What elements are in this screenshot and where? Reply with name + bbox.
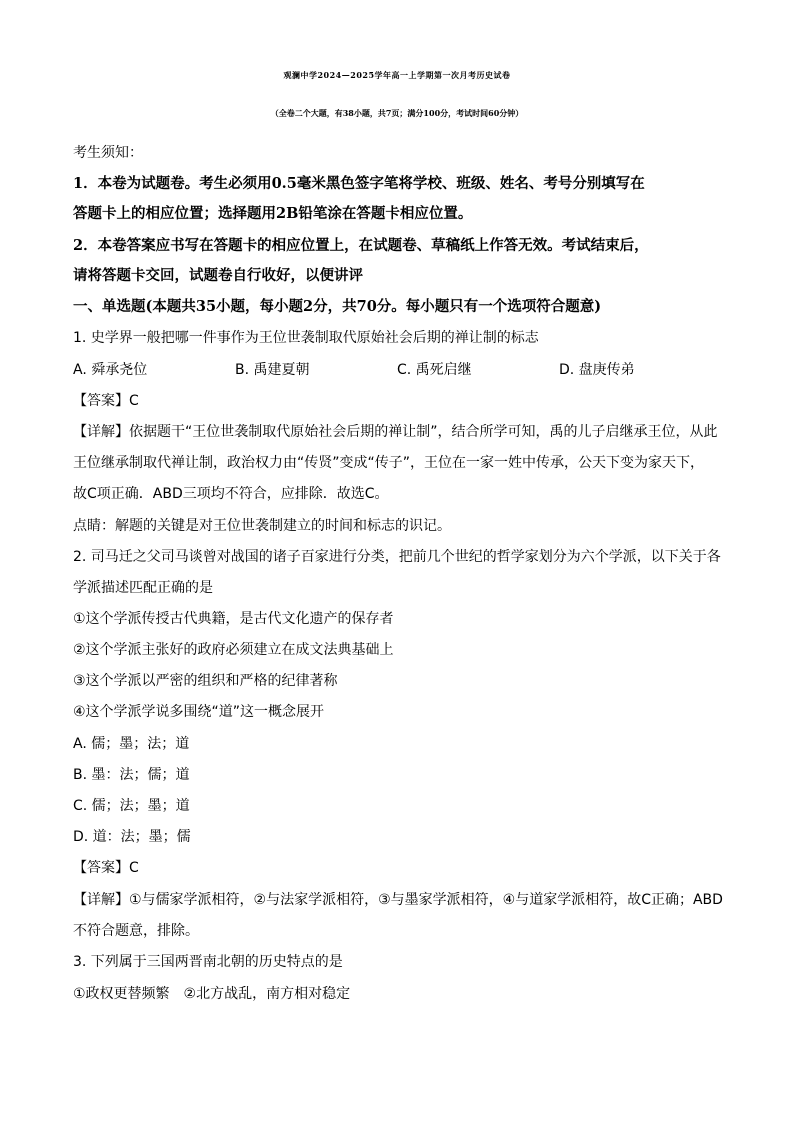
question-1-option-a: A. 舜承尧位 [73, 362, 148, 378]
question-2-detail-line-1: 【详解】①与儒家学派相符，②与法家学派相符，③与墨家学派相符，④与道家学派相符，故C正确；ABD [73, 892, 723, 908]
question-1-detail-line-3: 故C项正确．ABD三项均不符合，应排除．故选C。 [73, 486, 389, 502]
section-heading: 一、单选题(本题共35小题，每小题2分，共70分。每小题只有一个选项符合题意) [73, 298, 602, 315]
question-2-item-4: ④这个学派学说多围绕“道”这一概念展开 [73, 704, 325, 720]
notice-item-1-line-1: 1．本卷为试题卷。考生必须用0.5毫米黑色签字笔将学校、班级、姓名、考号分别填写在 [73, 175, 645, 192]
question-2-item-3: ③这个学派以严密的组织和严格的纪律著称 [73, 673, 338, 689]
question-1-tip: 点睛：解题的关键是对王位世袭制建立的时间和标志的识记。 [73, 518, 451, 534]
question-2-option-d: D. 道：法；墨；儒 [73, 829, 191, 845]
notice-heading: 考生须知： [73, 145, 143, 161]
notice-item-2-line-1: 2．本卷答案应书写在答题卡的相应位置上，在试题卷、草稿纸上作答无效。考试结束后， [73, 237, 649, 254]
question-1-option-b: B. 禹建夏朝 [235, 362, 310, 378]
exam-subtitle: （全卷二个大题，有38小题，共7页；满分100分，考试时间60分钟） [270, 108, 524, 118]
question-3-items: ①政权更替频繁 ②北方战乱，南方相对稳定 [73, 986, 351, 1002]
question-1-stem: 1. 史学界一般把哪一件事作为王位世袭制取代原始社会后期的禅让制的标志 [73, 330, 539, 346]
question-2-detail-line-2: 不符合题意，排除。 [73, 923, 199, 939]
question-2-option-a: A. 儒；墨；法；道 [73, 736, 190, 752]
question-3-stem: 3. 下列属于三国两晋南北朝的历史特点的是 [73, 954, 343, 970]
notice-item-1-line-2: 答题卡上的相应位置；选择题用2B铅笔涂在答题卡相应位置。 [73, 205, 473, 222]
question-2-option-b: B. 墨：法；儒；道 [73, 767, 190, 783]
question-1-option-d: D. 盘庚传弟 [559, 362, 635, 378]
question-2-stem-line-2: 学派描述匹配正确的是 [73, 580, 213, 596]
question-1-option-c: C. 禹死启继 [397, 362, 472, 378]
question-2-option-c: C. 儒；法；墨；道 [73, 798, 190, 814]
question-1-detail-line-1: 【详解】依据题干“王位世袭制取代原始社会后期的禅让制”，结合所学可知，禹的儿子启继承王位，从此 [73, 424, 718, 440]
question-2-stem-line-1: 2. 司马迁之父司马谈曾对战国的诸子百家进行分类，把前几个世纪的哲学家划分为六个学派，以下关于各 [73, 549, 721, 565]
question-2-item-2: ②这个学派主张好的政府必须建立在成文法典基础上 [73, 642, 394, 658]
question-2-item-1: ①这个学派传授古代典籍，是古代文化遗产的保存者 [73, 611, 394, 627]
question-1-answer: 【答案】C [73, 393, 139, 409]
notice-item-2-line-2: 请将答题卡交回，试题卷自行收好，以便讲评 [73, 267, 363, 284]
question-2-answer: 【答案】C [73, 860, 139, 876]
question-1-detail-line-2: 王位继承制取代禅让制，政治权力由“传贤”变成“传子”，王位在一家一姓中传承，公天下变为家天下， [73, 455, 705, 471]
page-title: 观澜中学2024—2025学年高一上学期第一次月考历史试卷 [283, 70, 511, 80]
